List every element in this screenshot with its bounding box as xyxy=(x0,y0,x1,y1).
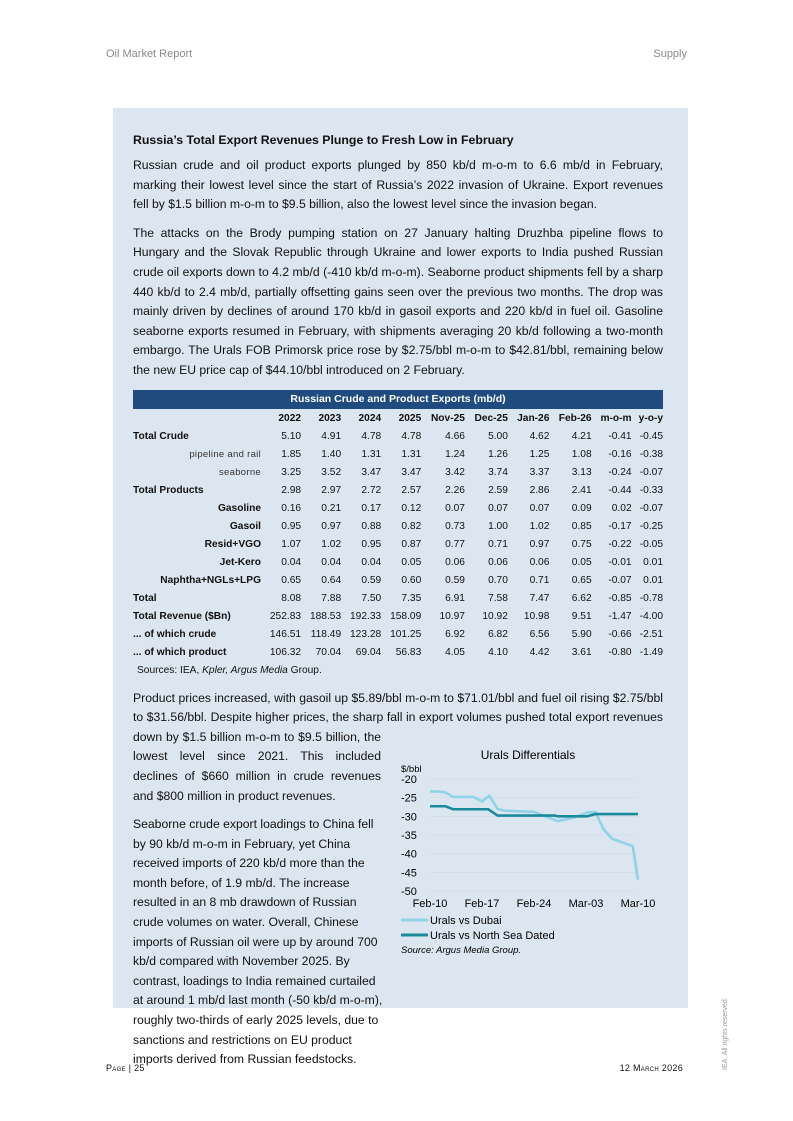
table-cell: 0.65 xyxy=(571,575,592,587)
paragraph-3: Urals Differentials $/bbl -20 -25 -30 -35 -40 -45 -50 Feb-10 Feb-17 Feb-24 Mar-03 Mar-10 Urals vs Dubai Urals vs North Sea Dated Source: Argus Media Group. Product prices increased, with gasoil up $5.89/bbl m-o-m to $71.01/bbl and fuel oil rising $2.75/bbl to $31.56/bbl. Despite higher prices, the sharp fall in export volumes pushed total export revenues down by $1.5 billion m-o-m to $9.5 billion, the lowest level since 2021. This included declines of $660 million in crude revenues and $800 million in product revenues. xyxy=(133,690,663,956)
table-row xyxy=(133,644,663,662)
table-row xyxy=(133,482,663,500)
table-title: Russian Crude and Product Exports (mb/d) xyxy=(133,390,663,409)
source-prefix: Sources: IEA, xyxy=(137,664,203,676)
table-cell: 1.02 xyxy=(529,521,550,533)
table-cell: 3.37 xyxy=(529,467,550,479)
row-label: Total Revenue ($Bn) xyxy=(133,611,231,623)
table-cell: 0.02 xyxy=(611,503,632,515)
table-cell: -0.16 xyxy=(608,449,632,461)
y-tick-label: -35 xyxy=(401,829,417,842)
table-cell: 2.41 xyxy=(571,485,592,497)
table-cell: 56.83 xyxy=(395,647,422,659)
table-cell: 0.04 xyxy=(361,557,382,569)
table-cell: 7.35 xyxy=(401,593,422,605)
table-cell: 0.82 xyxy=(401,521,422,533)
table-cell: 5.00 xyxy=(488,431,508,443)
x-tick-label: Mar-03 xyxy=(568,897,604,910)
table-cell: 3.13 xyxy=(571,467,592,479)
column-header: Nov-25 xyxy=(430,412,465,424)
row-label: Total Crude xyxy=(133,431,189,443)
column-header: y-o-y xyxy=(638,412,663,424)
table-cell: 4.42 xyxy=(529,647,550,659)
table-row xyxy=(133,608,663,626)
y-tick-label: -50 xyxy=(401,885,417,898)
table-cell: -0.17 xyxy=(608,521,632,533)
table-cell: 70.04 xyxy=(315,647,342,659)
table-cell: -0.66 xyxy=(608,629,632,641)
series-line-0 xyxy=(430,791,638,879)
x-tick-label: Feb-24 xyxy=(516,897,552,910)
chart-title: Urals Differentials xyxy=(480,747,576,762)
table-cell: 0.05 xyxy=(571,557,592,569)
table-cell: 9.51 xyxy=(571,611,592,623)
table-cell: 0.04 xyxy=(321,557,342,569)
table-cell: 192.33 xyxy=(350,611,382,623)
table-cell: 1.31 xyxy=(401,449,422,461)
table-cell: 10.98 xyxy=(523,611,550,623)
content-box xyxy=(113,108,688,1067)
table-cell: 0.60 xyxy=(401,575,422,587)
table-cell: -0.41 xyxy=(608,431,632,443)
table-cell: 0.71 xyxy=(529,575,550,587)
table-cell: 0.85 xyxy=(571,521,592,533)
paragraph-1: Russian crude and oil product exports plunged by 850 kb/d m-o-m to 6.6 mb/d in February, marking their lowest level since the start of Russia’s 2022 invasion of Ukraine. Export revenues fell by $1.5 billion m-o-m to $9.5 billion, also the lowest level since the invasion began. xyxy=(133,158,663,212)
column-header: Feb-26 xyxy=(558,412,592,424)
table-cell: 0.07 xyxy=(529,503,550,515)
table-cell: 0.05 xyxy=(401,557,422,569)
table-cell: 0.06 xyxy=(529,557,550,569)
table-cell: 0.97 xyxy=(321,521,342,533)
table-cell: 106.32 xyxy=(269,647,302,659)
row-label: Naphtha+NGLs+LPG xyxy=(160,575,261,587)
table-cell: 0.70 xyxy=(488,575,508,587)
table-cell: -0.78 xyxy=(639,593,663,605)
table-cell: 2.59 xyxy=(488,485,508,497)
table-cell: 1.26 xyxy=(488,449,508,461)
table-cell: 6.92 xyxy=(445,629,465,641)
table-cell: -0.05 xyxy=(639,539,663,551)
table-cell: 7.58 xyxy=(488,593,508,605)
table-cell: 2.97 xyxy=(321,485,342,497)
table-cell: 7.88 xyxy=(321,593,342,605)
table-row xyxy=(133,572,663,590)
table-cell: 1.08 xyxy=(571,449,592,461)
table-cell: 0.65 xyxy=(281,575,302,587)
table-cell: 4.05 xyxy=(445,647,465,659)
table-row xyxy=(133,446,663,464)
table-row xyxy=(133,536,663,554)
table-cell: 0.88 xyxy=(361,521,382,533)
table-cell: 6.91 xyxy=(445,593,465,605)
table-cell: 69.04 xyxy=(355,647,382,659)
table-cell: 0.64 xyxy=(321,575,342,587)
row-label: pipeline and rail xyxy=(189,449,261,461)
row-label: seaborne xyxy=(218,467,261,479)
column-header: 2024 xyxy=(358,412,382,424)
table-cell: 0.97 xyxy=(529,539,550,551)
table-cell: 6.62 xyxy=(571,593,592,605)
row-label: Total xyxy=(133,593,157,605)
table-cell: 0.59 xyxy=(361,575,382,587)
table-cell: 3.52 xyxy=(321,467,342,479)
table-cell: 8.08 xyxy=(281,593,302,605)
y-tick-label: -45 xyxy=(401,866,417,879)
row-label: ... of which product xyxy=(133,647,227,659)
row-label: ... of which crude xyxy=(133,629,217,641)
table-row xyxy=(133,626,663,644)
table-cell: 3.61 xyxy=(571,647,592,659)
table-cell: 4.78 xyxy=(361,431,382,443)
table-cell: -0.33 xyxy=(639,485,663,497)
table-cell: 6.82 xyxy=(488,629,508,641)
page-number: Page | 25 xyxy=(106,1063,145,1073)
table-cell: 0.07 xyxy=(445,503,465,515)
table-cell: -4.00 xyxy=(639,611,663,623)
exports-table xyxy=(133,390,663,662)
x-tick-label: Mar-10 xyxy=(620,897,656,910)
table-cell: 3.42 xyxy=(445,467,465,479)
table-cell: 2.86 xyxy=(529,485,550,497)
table-source xyxy=(137,665,663,679)
table-cell: 1.31 xyxy=(361,449,382,461)
column-header: Dec-25 xyxy=(474,412,508,424)
table-cell: -0.80 xyxy=(608,647,632,659)
table-cell: 4.91 xyxy=(321,431,342,443)
table-cell: -0.45 xyxy=(639,431,663,443)
table-cell: 0.16 xyxy=(281,503,302,515)
table-cell: 3.25 xyxy=(281,467,302,479)
paragraph-4: Seaborne crude export loadings to China fell by 90 kb/d m-o-m in February, yet China received imports of 220 kb/d more than the month before, of 1.9 mb/d. The increase resulted in an 8 mb drawdown of Russian crude volumes on water. Overall, Chinese imports of Russian oil were up by around 700 kb/d compared with November 2025. By contrast, loadings to India remained curtailed at around 1 mb/d last month (-50 kb/d m-o-m), roughly two-thirds of early 2025 levels, due to sanctions and restrictions on EU product imports derived from Russian feedstocks. xyxy=(133,817,383,1067)
x-tick-label: Feb-17 xyxy=(464,897,500,910)
column-header: 2023 xyxy=(318,412,342,424)
table-row xyxy=(133,590,663,608)
y-tick-label: -20 xyxy=(401,773,417,786)
table-cell: 146.51 xyxy=(269,629,302,641)
table-cell: 252.83 xyxy=(269,611,302,623)
table-cell: 3.47 xyxy=(401,467,422,479)
table-cell: 101.25 xyxy=(390,629,422,641)
table-cell: 1.40 xyxy=(321,449,342,461)
table-cell: 1.07 xyxy=(281,539,302,551)
table-cell: 1.25 xyxy=(529,449,550,461)
table-cell: 0.95 xyxy=(281,521,302,533)
table-cell: 123.28 xyxy=(350,629,382,641)
table-cell: 0.73 xyxy=(445,521,465,533)
row-label: Resid+VGO xyxy=(204,539,261,551)
table-cell: 2.72 xyxy=(361,485,382,497)
table-cell: 2.98 xyxy=(281,485,302,497)
table-cell: -0.07 xyxy=(608,575,632,587)
table-cell: 188.53 xyxy=(309,611,342,623)
table-cell: 5.90 xyxy=(571,629,592,641)
legend-label: Urals vs Dubai xyxy=(430,914,502,927)
column-header: 2022 xyxy=(278,412,302,424)
table-cell: 0.77 xyxy=(445,539,465,551)
table-cell: -0.24 xyxy=(608,467,632,479)
table-cell: 1.24 xyxy=(445,449,465,461)
table-cell: 0.59 xyxy=(445,575,465,587)
table-cell: 0.09 xyxy=(571,503,592,515)
table-cell: 4.21 xyxy=(571,431,592,443)
y-axis-label: $/bbl xyxy=(401,763,422,775)
table-cell: 4.10 xyxy=(488,647,508,659)
table-cell: 1.02 xyxy=(321,539,342,551)
table-cell: 1.85 xyxy=(281,449,302,461)
table-cell: 3.47 xyxy=(361,467,382,479)
table-cell: 0.06 xyxy=(488,557,508,569)
copyright: IEA. All rights reserved. xyxy=(722,997,729,1070)
y-tick-label: -30 xyxy=(401,810,417,823)
table-cell: -0.44 xyxy=(608,485,632,497)
y-tick-label: -25 xyxy=(401,792,417,805)
report-date: 12 March 2026 xyxy=(619,1063,683,1073)
table-cell: 6.56 xyxy=(529,629,550,641)
table-cell: -0.25 xyxy=(639,521,663,533)
table-cell: 0.01 xyxy=(643,557,663,569)
urals-chart xyxy=(393,741,663,956)
source-suffix: Group. xyxy=(287,664,322,676)
column-header: m-o-m xyxy=(600,412,632,424)
table-cell: -0.22 xyxy=(608,539,632,551)
row-label: Gasoil xyxy=(229,521,261,533)
row-label: Jet-Kero xyxy=(219,557,261,569)
table-cell: 0.01 xyxy=(643,575,663,587)
table-cell: -0.07 xyxy=(639,467,663,479)
table-cell: 2.57 xyxy=(401,485,422,497)
paragraph-2: The attacks on the Brody pumping station on 27 January halting Druzhba pipeline flows to Hungary and the Slovak Republic through Ukraine and lower exports to India pushed Russian crude oil exports down to 4.2 mb/d (-410 kb/d m-o-m). Seaborne product shipments fell by a sharp 440 kb/d to 2.4 mb/d, partially offsetting gains seen over the previous two months. The drop was mainly driven by declines of around 170 kb/d in gasoil exports and 220 kb/d in fuel oil. Gasoline seaborne exports resumed in February, with shipments averaging 20 kb/d following a two-month embargo. The Urals FOB Primorsk price rose by $2.75/bbl m-o-m to $42.81/bbl, remaining below the new EU price cap of $44.10/bbl introduced on 2 February. xyxy=(133,225,663,377)
table-cell: 118.49 xyxy=(310,629,342,641)
table-cell: 7.50 xyxy=(361,593,382,605)
table-cell: 4.66 xyxy=(445,431,465,443)
table-cell: 0.07 xyxy=(488,503,508,515)
table-cell: 7.47 xyxy=(529,593,550,605)
table-cell: -0.07 xyxy=(639,503,663,515)
table-cell: -1.49 xyxy=(639,647,663,659)
table-cell: 0.75 xyxy=(571,539,592,551)
table-row xyxy=(133,464,663,482)
table-cell: 10.92 xyxy=(482,611,508,623)
section-title: Russia’s Total Export Revenues Plunge to Fresh Low in February xyxy=(133,133,514,147)
table-cell: 2.26 xyxy=(445,485,465,497)
report-title: Oil Market Report xyxy=(106,48,193,60)
x-tick-label: Feb-10 xyxy=(412,897,448,910)
table-cell: 3.74 xyxy=(488,467,508,479)
table-cell: -0.38 xyxy=(639,449,663,461)
table-cell: 0.87 xyxy=(401,539,422,551)
table-cell: 0.12 xyxy=(401,503,422,515)
y-tick-label: -40 xyxy=(401,848,417,861)
row-label: Total Products xyxy=(133,485,204,497)
table-cell: -0.01 xyxy=(608,557,632,569)
column-header: 2025 xyxy=(398,412,422,424)
table-cell: 0.71 xyxy=(488,539,508,551)
table-cell: -1.47 xyxy=(608,611,632,623)
table-cell: 10.97 xyxy=(439,611,465,623)
chart-source: Source: Argus Media Group. xyxy=(401,944,522,956)
source-italic: Kpler, Argus Media xyxy=(202,664,288,676)
table-cell: 158.09 xyxy=(390,611,422,623)
table-cell: 0.21 xyxy=(321,503,342,515)
table-cell: 0.95 xyxy=(361,539,382,551)
table-cell: 1.00 xyxy=(488,521,508,533)
table-cell: -0.85 xyxy=(608,593,632,605)
table-row xyxy=(133,500,663,518)
column-header: Jan-26 xyxy=(517,412,550,424)
table-cell: 0.04 xyxy=(281,557,302,569)
table-cell: 4.78 xyxy=(401,431,422,443)
table-cell: 0.17 xyxy=(361,503,382,515)
table-cell: -2.51 xyxy=(639,629,663,641)
section-name: Supply xyxy=(653,48,687,60)
legend-label: Urals vs North Sea Dated xyxy=(430,929,555,942)
table-row xyxy=(133,554,663,572)
table-cell: 5.10 xyxy=(281,431,302,443)
table-row xyxy=(133,428,663,446)
row-label: Gasoline xyxy=(217,503,261,515)
table-cell: 4.62 xyxy=(529,431,550,443)
table-cell: 0.06 xyxy=(445,557,465,569)
table-row xyxy=(133,518,663,536)
